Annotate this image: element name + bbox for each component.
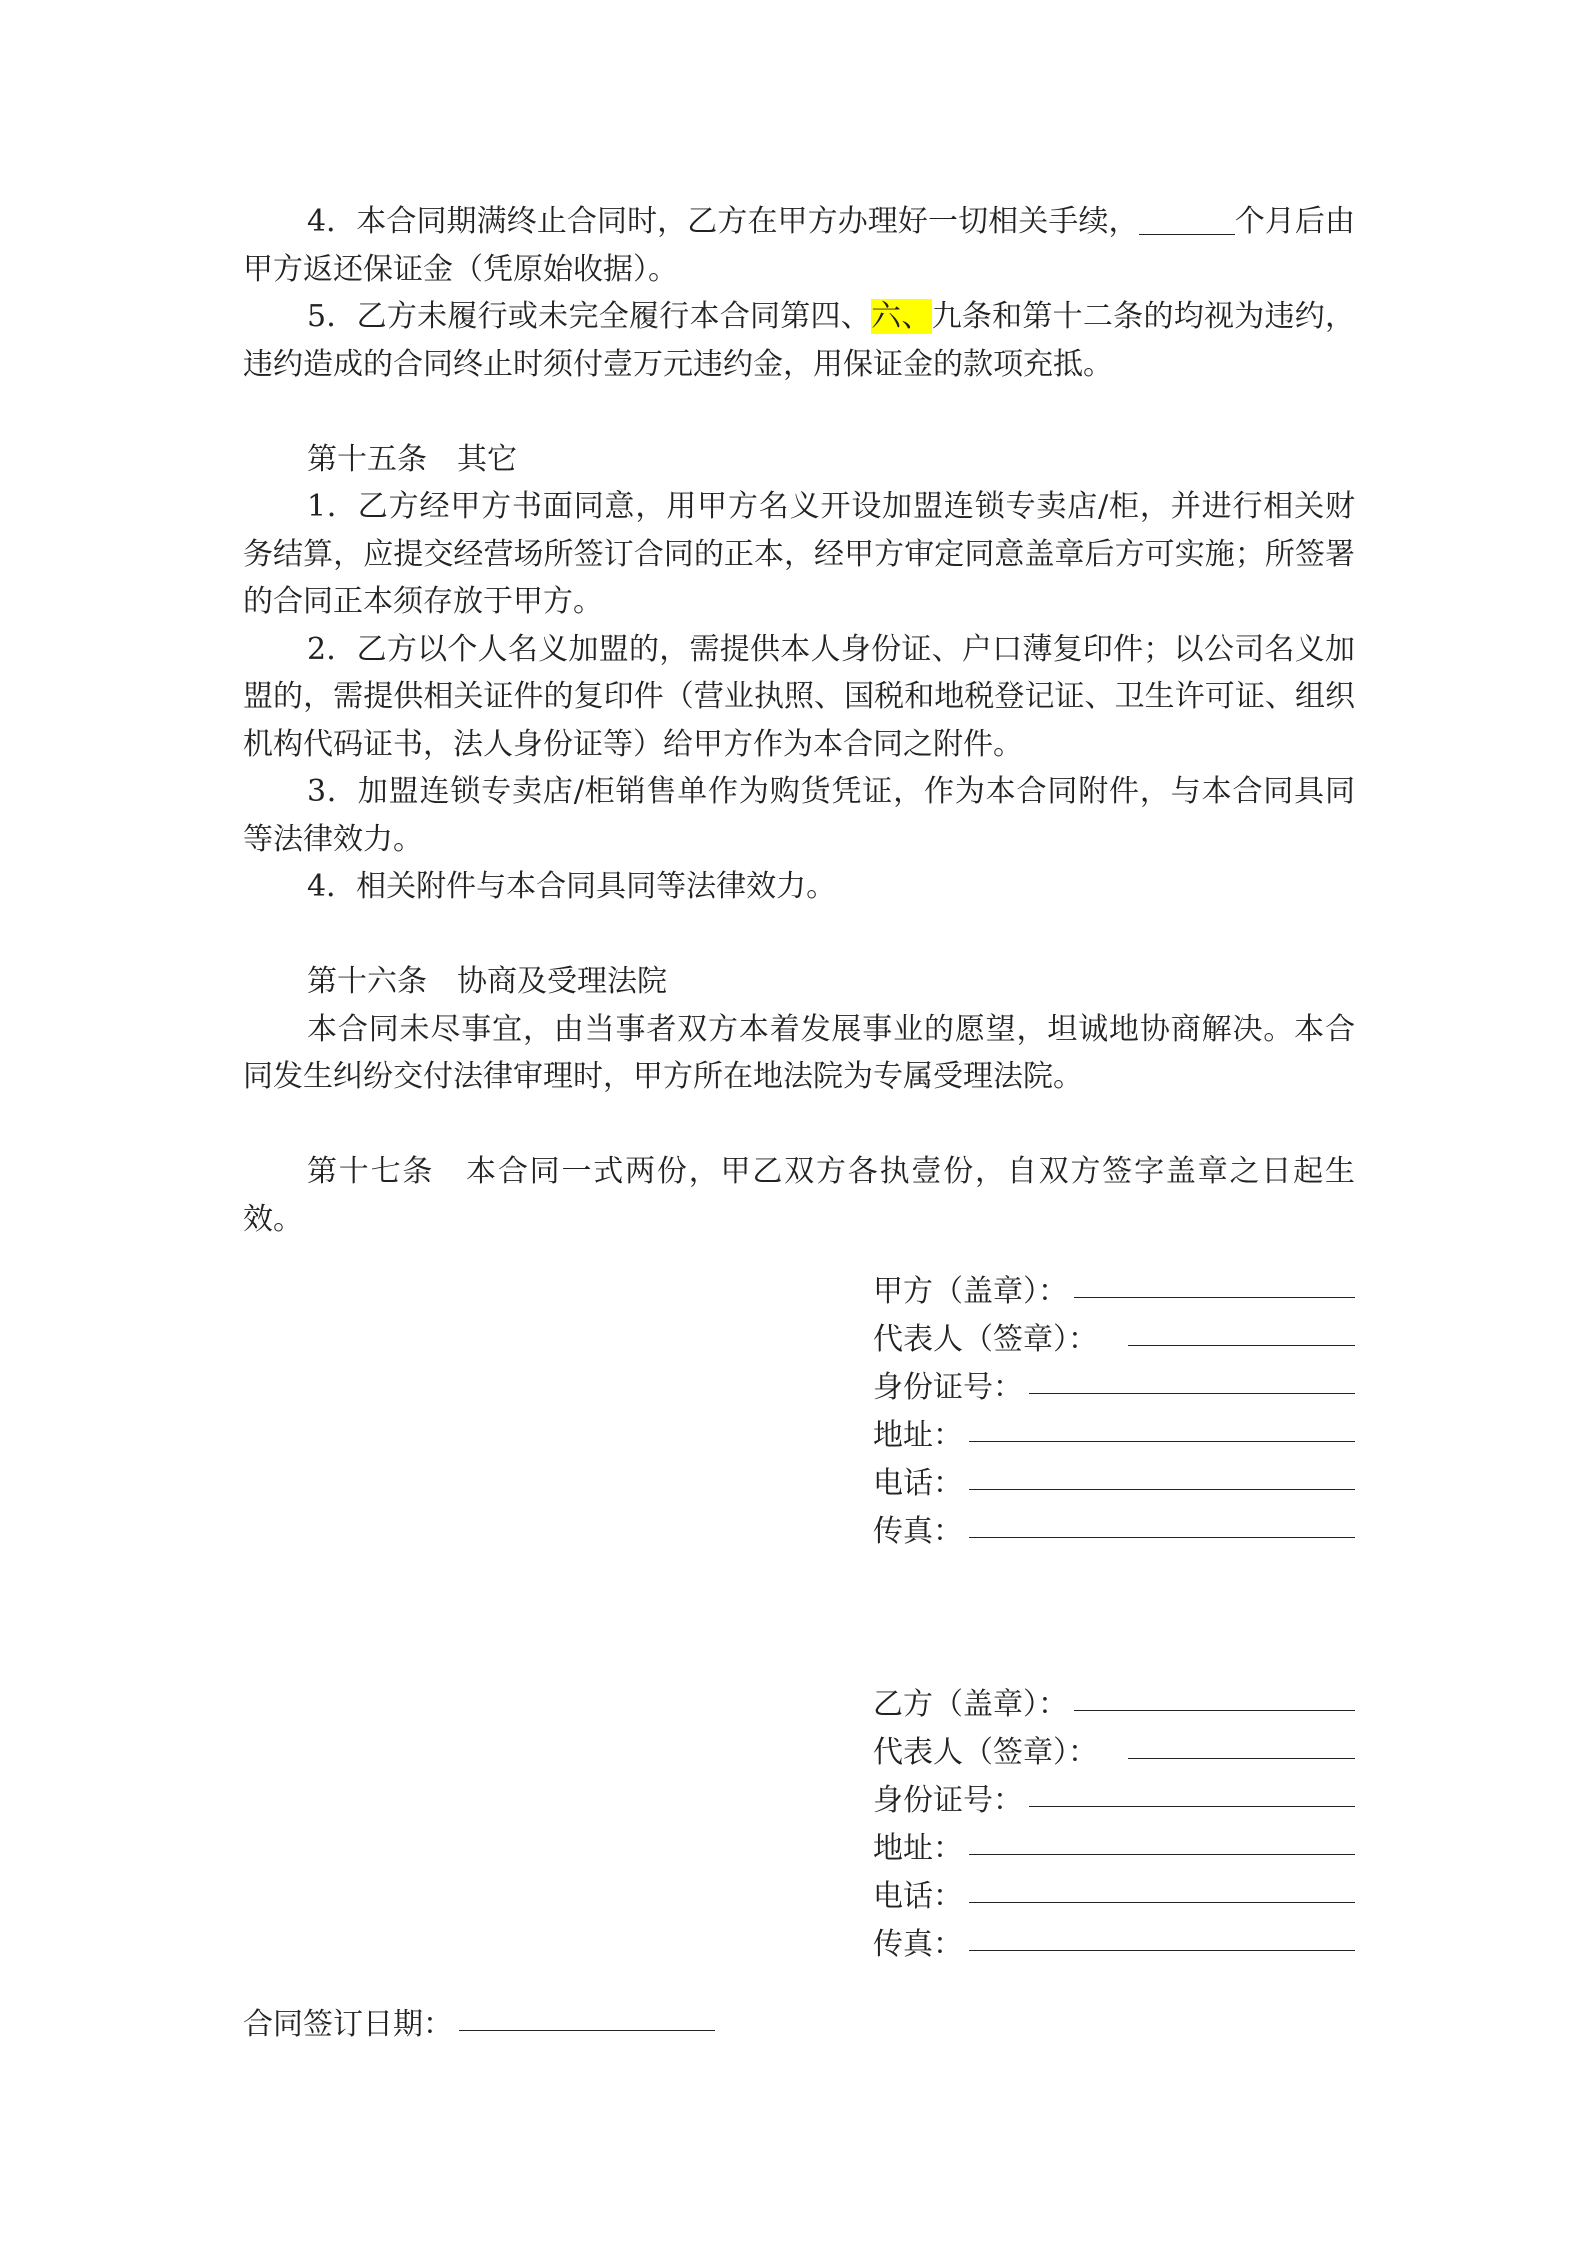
party-b-fax-row	[873, 1915, 1355, 1963]
party-b-rep-row	[873, 1723, 1355, 1771]
sign-date-label: 合同签订日期：	[243, 2007, 453, 2042]
party-b-rep-line	[1128, 1758, 1355, 1759]
party-a-seal-row	[873, 1262, 1355, 1310]
article-17: 第十七条 本合同一式两份，甲乙双方各执壹份，自双方签字盖章之日起生效。	[243, 1154, 1355, 1237]
clause-14-4-text-b: 个月后由甲方返还保证金（凭原始收据）。	[243, 204, 1356, 287]
party-a-signature-block	[873, 1262, 1355, 1550]
clause-14-5-text-a: 5．乙方未履行或未完全履行本合同第四、	[307, 299, 872, 334]
highlighted-text: 六、	[871, 299, 932, 334]
party-b-id-line	[1029, 1806, 1355, 1807]
party-a-phone-line	[969, 1489, 1355, 1490]
party-a-phone-row	[873, 1454, 1355, 1502]
clause-14-5	[243, 293, 1355, 388]
party-a-rep-row	[873, 1310, 1355, 1358]
party-a-id-row	[873, 1358, 1355, 1406]
sign-date-row	[243, 1995, 715, 2043]
party-a-rep-label: 代表人（签章）：	[873, 1322, 1098, 1357]
article-16-title: 第十六条 协商及受理法院	[307, 964, 667, 999]
party-a-fax-line	[969, 1537, 1355, 1538]
party-a-fax-label: 传真：	[873, 1514, 963, 1549]
party-b-phone-row	[873, 1867, 1355, 1915]
paragraph-gap	[243, 1101, 1355, 1149]
clause-14-4-text-a: 4．本合同期满终止合同时，乙方在甲方办理好一切相关手续，	[307, 204, 1139, 239]
contract-body	[243, 198, 1355, 1243]
party-b-seal-row	[873, 1675, 1355, 1723]
clause-15-3: 3．加盟连锁专卖店/柜销售单作为购货凭证，作为本合同附件，与本合同具同等法律效力。	[243, 774, 1355, 857]
party-b-address-label: 地址：	[873, 1831, 963, 1866]
clause-14-4	[243, 198, 1355, 293]
party-a-rep-line	[1128, 1345, 1355, 1346]
clause-15-4: 4．相关附件与本合同具同等法律效力。	[307, 869, 837, 904]
clause-15-1: 1．乙方经甲方书面同意，用甲方名义开设加盟连锁专卖店/柜，并进行相关财务结算，应提交经营场所签订合同的正本，经甲方审定同意盖章后方可实施；所签署的合同正本须存放于甲方。	[243, 489, 1355, 619]
party-b-fax-label: 传真：	[873, 1927, 963, 1962]
clause-14-5-text-b: 九条和第十二条的均视为违约，违约造成的合同终止时须付壹万元违约金，用保证金的款项充抵。	[243, 299, 1356, 382]
paragraph-gap	[243, 911, 1355, 959]
party-a-address-row	[873, 1406, 1355, 1454]
party-a-address-line	[969, 1441, 1355, 1442]
party-a-seal-label: 甲方（盖章）：	[873, 1274, 1068, 1309]
paragraph-gap	[243, 388, 1355, 436]
party-b-id-label: 身份证号：	[873, 1783, 1023, 1818]
clause-15-2: 2．乙方以个人名义加盟的，需提供本人身份证、户口薄复印件；以公司名义加盟的，需提供相关证件的复印件（营业执照、国税和地税登记证、卫生许可证、组织机构代码证书，法人身份证等）给甲方作为本合同之附件。	[243, 631, 1355, 762]
party-a-id-label: 身份证号：	[873, 1370, 1023, 1405]
party-b-fax-line	[969, 1950, 1355, 1951]
party-a-id-line	[1029, 1393, 1355, 1394]
party-b-seal-label: 乙方（盖章）：	[873, 1687, 1068, 1722]
party-b-rep-label: 代表人（签章）：	[873, 1735, 1098, 1770]
months-blank	[1139, 204, 1235, 235]
sign-date-line	[459, 2030, 715, 2031]
party-a-fax-row	[873, 1502, 1355, 1550]
party-b-seal-line	[1074, 1710, 1355, 1711]
party-b-phone-line	[969, 1902, 1355, 1903]
party-b-id-row	[873, 1771, 1355, 1819]
party-b-address-row	[873, 1819, 1355, 1867]
article-16-body: 本合同未尽事宜，由当事者双方本着发展事业的愿望，坦诚地协商解决。本合同发生纠纷交付法律审理时，甲方所在地法院为专属受理法院。	[243, 1011, 1355, 1094]
party-b-address-line	[969, 1854, 1355, 1855]
party-a-phone-label: 电话：	[873, 1466, 963, 1501]
party-a-seal-line	[1074, 1297, 1355, 1298]
party-a-address-label: 地址：	[873, 1418, 963, 1453]
party-b-phone-label: 电话：	[873, 1879, 963, 1914]
party-b-signature-block	[873, 1675, 1355, 1963]
article-15-title: 第十五条 其它	[307, 441, 517, 477]
